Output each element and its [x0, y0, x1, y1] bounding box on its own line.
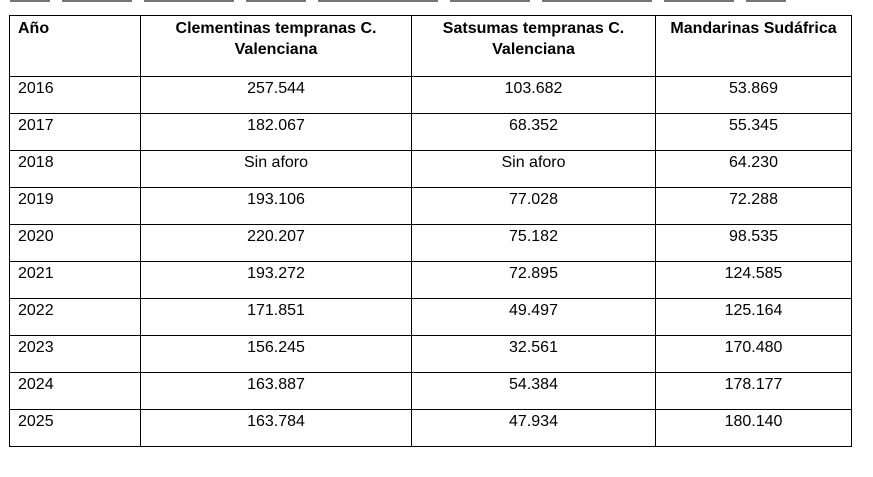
cell-clementinas: 193.272 [141, 262, 412, 299]
cell-year: 2025 [10, 410, 141, 447]
cell-satsumas: 49.497 [412, 299, 656, 336]
cell-satsumas: 72.895 [412, 262, 656, 299]
header-year: Año [10, 16, 141, 77]
cell-clementinas: 193.106 [141, 188, 412, 225]
cell-clementinas: 182.067 [141, 114, 412, 151]
cell-year: 2023 [10, 336, 141, 373]
cell-mandarinas: 72.288 [656, 188, 852, 225]
cell-year: 2017 [10, 114, 141, 151]
cell-mandarinas: 170.480 [656, 336, 852, 373]
cell-year: 2024 [10, 373, 141, 410]
cell-clementinas: 171.851 [141, 299, 412, 336]
cell-mandarinas: 178.177 [656, 373, 852, 410]
cell-satsumas: 54.384 [412, 373, 656, 410]
cell-mandarinas: 98.535 [656, 225, 852, 262]
cell-clementinas: 220.207 [141, 225, 412, 262]
cropped-text-line [0, 0, 873, 3]
cell-mandarinas: 124.585 [656, 262, 852, 299]
table-row [10, 225, 852, 262]
table-row [10, 114, 852, 151]
table-row [10, 188, 852, 225]
cell-year: 2016 [10, 77, 141, 114]
table-row [10, 262, 852, 299]
cell-satsumas: Sin aforo [412, 151, 656, 188]
table-row [10, 410, 852, 447]
cell-year: 2021 [10, 262, 141, 299]
cell-satsumas: 68.352 [412, 114, 656, 151]
cell-year: 2019 [10, 188, 141, 225]
header-clementinas: Clementinas tempranas C. Valenciana [141, 16, 412, 77]
cell-mandarinas: 180.140 [656, 410, 852, 447]
table-row [10, 151, 852, 188]
cell-satsumas: 77.028 [412, 188, 656, 225]
header-row [10, 16, 852, 77]
header-mandarinas: Mandarinas Sudáfrica [656, 16, 852, 77]
cell-satsumas: 47.934 [412, 410, 656, 447]
cell-clementinas: 163.784 [141, 410, 412, 447]
cell-satsumas: 75.182 [412, 225, 656, 262]
cell-satsumas: 32.561 [412, 336, 656, 373]
cell-mandarinas: 55.345 [656, 114, 852, 151]
table-row [10, 299, 852, 336]
table-row [10, 336, 852, 373]
cell-mandarinas: 64.230 [656, 151, 852, 188]
cell-clementinas: 257.544 [141, 77, 412, 114]
table-row [10, 373, 852, 410]
cell-year: 2020 [10, 225, 141, 262]
cell-mandarinas: 125.164 [656, 299, 852, 336]
cell-clementinas: Sin aforo [141, 151, 412, 188]
header-satsumas: Satsumas tempranas C. Valenciana [412, 16, 656, 77]
table-row [10, 77, 852, 114]
cell-year: 2018 [10, 151, 141, 188]
data-table [9, 15, 852, 447]
cell-year: 2022 [10, 299, 141, 336]
cell-clementinas: 156.245 [141, 336, 412, 373]
cell-mandarinas: 53.869 [656, 77, 852, 114]
cell-clementinas: 163.887 [141, 373, 412, 410]
cell-satsumas: 103.682 [412, 77, 656, 114]
